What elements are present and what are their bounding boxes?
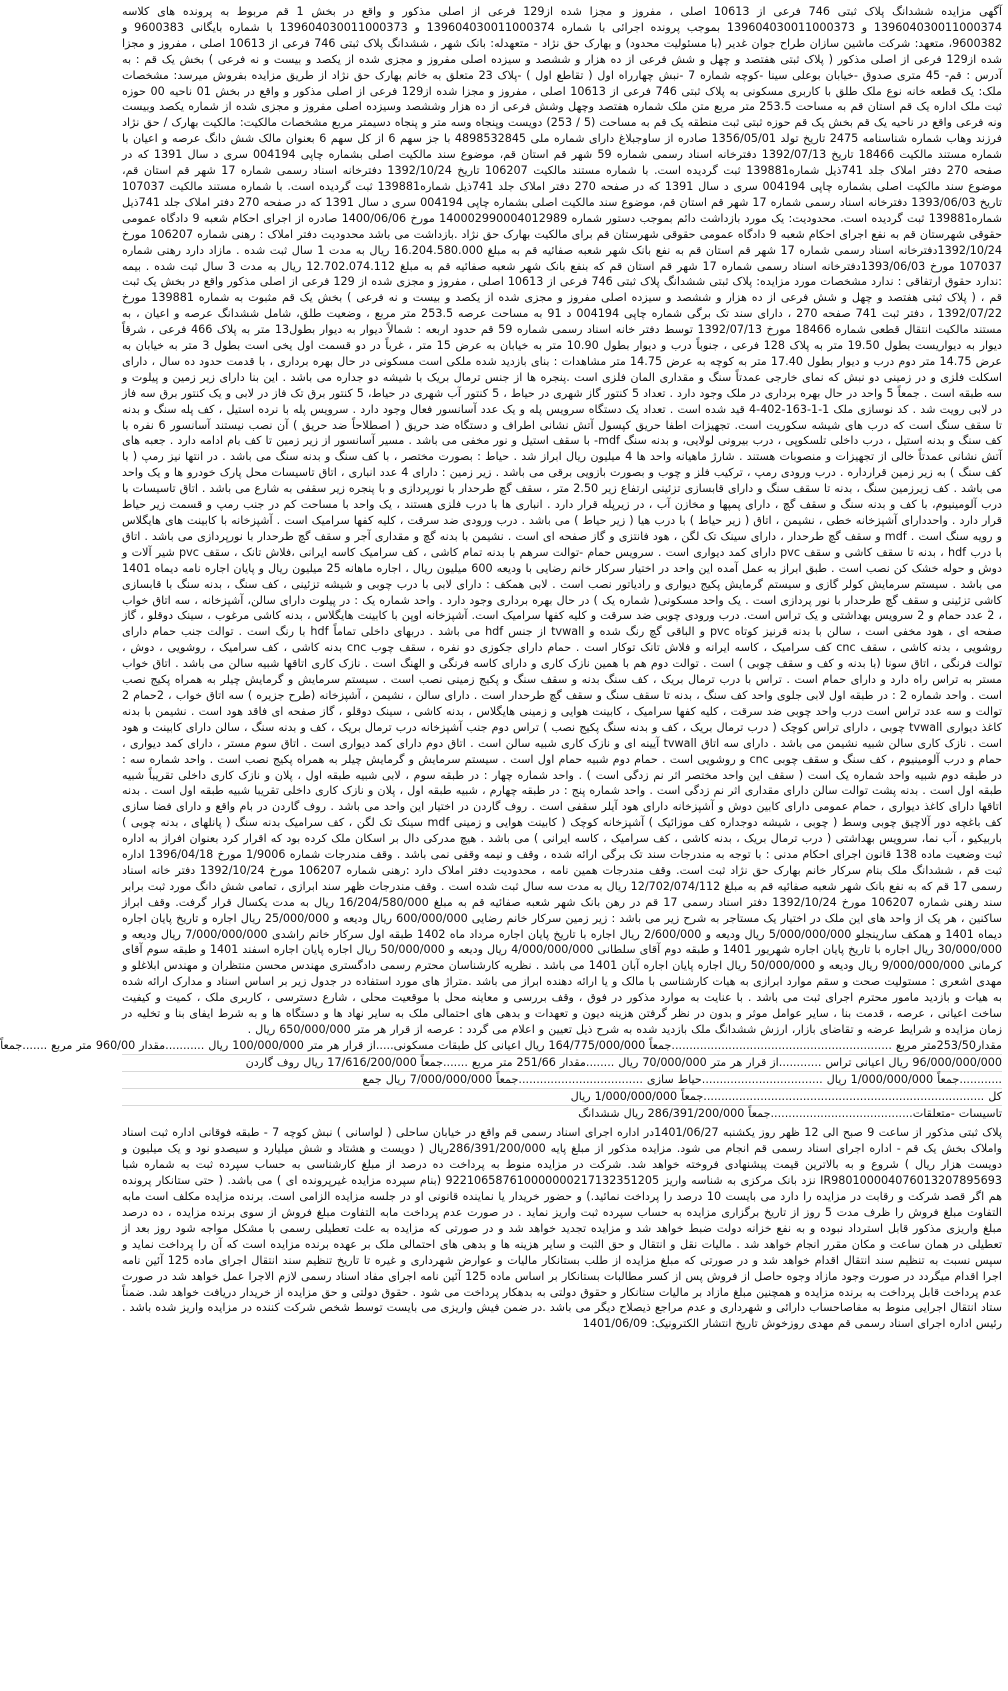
price-row: مقدار253/50متر مربع ..............................................................جمعاً 164/775/000/000 ریال اعیانی کل طبقات مسکونی.....از قرار هر متر 100/000/000 ریال ...........مقدار 960/00 متر مربع .......جمعاً — [122, 1038, 1002, 1055]
price-row: 96/000/000/000 ریال اعیانی تراس ............از قرار هر متر 70/000/000 ریال ........مقدار 251/66 متر مربع .......جمعاً 17/616/200/000 ریال روف گاردن — [122, 1055, 1002, 1072]
price-row: کل ...............................................................................جمعاً 1/000/000/000 ریال — [122, 1089, 1002, 1106]
price-row: ............جمعاً 1/000/000/000 ریال ..................................حیاط سازی ...................................جمعاً 7/000/000/000 ریال جمع — [122, 1072, 1002, 1089]
valuation-total-line: تاسیسات -متعلقات........................................جمعاً 286/391/200/000 ریال ششدانگ — [578, 1106, 1002, 1120]
auction-notice — [0, 4, 1003, 1332]
notice-body-paragraph: آگهی مزایده ششدانگ پلاک ثبتی 746 فرعی از 10613 اصلی ، مفروز و مجزا شده از129 فرعی از اصلی مذکور و واقع در بخش 1 قم مربوط به پرونده های کلاسه 139604030011000374 و 139604030011000373 بموجب پرونده اجرائی با شماره 139604030011000374 و 139604030011000373 با شماره بایگانی 9600383 و 9600382، متعهد: شرکت ماشین سازان طراح جوان غدیر (با مسئولیت محدود) و بهارک حق نژاد - متعهدله: بانک شهر ، ششدانگ پلاک ثبتی 746 فرعی از 10613 اصلی ، مفروز و مجزا شده از129 فرعی از اصلی مذکور ( پلاک ثبتی هفتصد و چهل و شش فرعی از ده هزار و ششصد و سیزده اصلی مفروز و مجزی شده از یکصد و بیست و نه فرعی ) بخش یک قم : به آدرس : قم- 45 متری صدوق -خیابان بوعلی سینا -کوچه شماره 7 -نبش چهارراه اول ( تقاطع اول ) -پلاک 23 متعلق به خانم بهارک حق نژاد از طریق مزایده بفروش میرسد: مشخصات ملک: یک قطعه خانه نوع ملک طلق با کاربری مسکونی به پلاک ثبتی 746 فرعی از 10613 اصلی ، مفروز و مجزا شده از129 فرعی از اصلی مذکور و واقع در بخش 01 ناحیه 00 حوزه ثبت ملک اداره یک قم استان قم به مساحت 253.5 متر مربع متن ملک شماره هفتصد وچهل وشش فرعی از ده هزار وششصد وسیزده اصلی مفروز و مجزی شده از شماره یکصد وبیست ونه فرعی واقع در ناحیه یک قم بخش یک قم حوزه ثبتی ثبت منطقه یک قم به مساحت (5 / 253) دویست وپنجاه وسه متر و پنجاه دسیمتر مربع مشخصات مالکیت: مالکیت بهارک / حق نژاد فرزند وهاب شماره شناسنامه 2475 تاریخ تولد 1356/05/01 صادره از ساوجبلاغ دارای شماره ملی 4898532845 با جز سهم 6 از کل سهم 6 بعنوان مالک شش دانگ عرصه و اعیان با شماره مستند مالکیت 18466 تاریخ 1392/07/13 دفترخانه اسناد رسمی شماره 59 شهر قم استان قم، موضوع سند مالکیت اصلی بشماره چاپی 004194 سری د سال 1391 که در صفحه 270 دفتر املاک جلد 741ذیل شماره139881 ثبت گردیده است. با شماره مستند مالکیت 106207 تاریخ 1392/10/24 دفترخانه اسناد رسمی شماره 17 شهر قم استان قم، موضوع سند مالکیت اصلی بشماره چاپی 004194 سری د سال 1391 که در صفحه 270 دفتر املاک جلد 741ذیل شماره139881 ثبت گردیده است. با شماره مستند مالکیت 107037 تاریخ 1393/06/03 دفترخانه اسناد رسمی شماره 17 شهر قم استان قم، موضوع سند مالکیت اصلی بشماره چاپی 004194 سری د سال 1391 که در صفحه 270 دفتر املاک جلد 741ذیل شماره139881 ثبت گردیده است. محدودیت: یک مورد بازداشت دائم بموجب دستور شماره 140002990004012989 مورخ 1400/06/06 صادره از اجرای احکام شعبه 9 دادگاه عمومی حقوقی شهرستان قم به نفع اجرای احکام شعبه 9 دادگاه عمومی حقوقی شهرستان قم برای مالکیت بهارک حق نژاد .بازداشت می باشد محدودیت دفتر املاک : رهنی شماره 106207 مورخ 1392/10/24دفترخانه اسناد رسمی شماره 17 شهر قم استان قم به نفع بانک شهر شعبه صفائیه قم به مبلغ 16.204.580.000 ریال به مدت 1 سال ثبت شده . مازاد دارد رهنی شماره 107037 مورخ 1393/06/03دفترخانه اسناد رسمی شماره 17 شهر قم استان قم که بنفع بانک شهر شعبه صفائیه قم به مبلغ 12.702.074.112 ریال به مدت 3 سال ثبت شده . بیمه :ندارد حقوق ارتفاقی : ندارد مشخصات مورد مزایده: پلاک ثبتی ششدانگ پلاک ثبتی 746 فرعی از 10613 اصلی ، مفروز و مجزی شده از 129 فرعی از اصلی مذکور واقع در بخش یک ثبت قم ، ( پلاک ثبتی هفتصد و چهل و شش فرعی از ده هزار و ششصد و سیزده اصلی مفروز و مجزی شده از یکصد و بیست و نه فرعی ) بخش یک قم مثبوت به شماره 139881 مورخ 1392/07/22 ، دفتر ثبت 741 صفحه 270 ، دارای سند تک برگی شماره چاپی 004194 د 91 به مساحت عرصه 253.5 متر مربع ، وضعیت طلق، شامل ششدانگ عرصه و اعیان ، به مستند مالکیت انتقال قطعی شماره 18466 مورخ 1392/07/13 توسط دفتر خانه اسناد رسمی شماره 59 قم حدود اربعه : شمالاً دیوار به دیوار بطول13 متر به پلاک 466 فرعی ، شرقاً دیوار به دیواریست بطول 19.50 متر به پلاک 128 فرعی ، جنوباً درب و دیوار بطول 10.90 متر به خیابان به عرض 15 متر ، غرباً در دو قسمت اول یخی است بطول 3 متر به خیابان به عرض 14.75 متر دوم درب و دیوار بطول 17.40 متر به کوچه به عرض 14.75 متر مشاهدات : بنای بازدید شده ملکی است مسکونی در حال بهره برداری ، با قدمت حدود ده سال ، دارای اسکلت فلزی و در زمینی دو نبش که نمای خارجی عمدتاً سنگ و مقداری المان فلزی است .پنجره ها از جنس ترمال بریک با شیشه دو جداره می باشد . این بنا دارای زیر زمین و پیلوت و سه طبقه است . جمعاً 5 واحد در حال بهره برداری در ملک وجود دارد . تعداد 5 کنتور گاز شهری در حیاط ، 5 کنتور آب شهری در حیاط، 5 کنتور برق تک فاز در لابی و یک کنتور برق سه فاز در لابی رویت شد . کد نوسازی ملک 1-1-163-402-4 قید شده است . تعداد یک دستگاه سرویس پله و یک عدد آسانسور فعال وجود دارد . سرویس پله با نرده استیل ، کف پله سنگ و بدنه تا سقف سنگ است که درب های شیشه سکوریت است. تجهیزات اطفا حریق کپسول آتش نشانی اطراف و دستگاه ضد حریق ( اصطلاحاً ضد حریق ) آن نصب نیستند آسانسور 6 نفره با کف سنگ و بدنه استیل ، درب داخلی تلسکوپی ، درب بیرونی لولایی، و بدنه سنگ mdf- با سقف استیل و نور مخفی می باشد . مسیر آسانسور از زیر زمین تا کف بام ادامه دارد . جعبه های آتش نشانی عمدتاً خالی از تجهیزات و منصوبات هستند . شارژ ماهیانه واحد ها 4 میلیون ریال ابراز شد . حیاط : بصورت مختصر ، با کف سنگ و بدنه سنگ می باشد . در انتها نیز رمپ ( با کف سنگ ) به زیر زمین قرارداره . درب ورودی رمپ ، ترکیب فلز و چوب و بصورت بازویی برقی می باشد . زیر زمین : دارای 4 عدد انباری ، اتاق تاسیسات محل پارک خودرو ها و یک واحد می باشد . کف زیرزمین سنگ ، بدنه تا سقف سنگ و دارای قابسازی تزئینی ارتفاع زیر 2.50 متر ، سقف گچ طرحدار با نورپردازی و با پنجره زیر سقفی به شارع می باشد . اتاق تاسیسات با درب آلومینیوم، با کف و بدنه سنگ و سقف گچ ، دارای پمپها و مخازن آب ، در زیرپله قرار دارد . انباری ها با درب فلزی هستند ، یک واحد با مساحت کم در جنب رمپ و قسمت زیر حیاط قرار دارد . واحددارای آشپزخانه خطی ، نشیمن ، اتاق ( زیر حیاط ) با درب هیا ( زیر حیاط ) می باشد . درب ورودی ضد سرقت ، کلیه کفها سرامیک است . آشپزخانه با کابینت های هایگلاس و رویه سنگ است . mdf و سقف گچ طرحدار ، دارای سینک تک لگن ، هود فانتزی و گاز صفحه ای است . نشیمن با بدنه گچ و مقداری آجر و سقف گچ طرحدار با نورپردازی می باشد . اتاق با درب hdf ، بدنه تا سقف کاشی و سقف pvc دارای کمد دیواری است . سرویس حمام -توالت سرهم با بدنه تمام کاشی ، کف سرامیک کاسه ایرانی ،فلاش تانک ، سقف pvc شیر آلات و دوش و حوله خشک کن نصب است . طبق ابراز به عمل آمده این واحد در اختیار سرکار خانم رضایی با ودیعه 600 میلیون ریال ، اجاره ماهانه 25 میلیون ریال و پایان اجاره نامه دیماه 1401 می باشد . سیستم سرمایش کولر گازی و سیستم گرمایش پکیج دیواری و رادیاتور نصب است . لابی همکف : دارای لابی با درب چوبی و شیشه تزئینی ، کف سنگ ، بدنه سنگ با قابسازی کاشی تزئینی و سقف گچ طرحدار با نور پردازی است . یک واحد مسکونی( شماره یک ) در حال بهره برداری وجود دارد . واحد شماره یک : در پیلوت دارای سالن، آشپزخانه ، سه اتاق خواب ، 2 عدد حمام و 2 سرویس بهداشتی و یک تراس است. درب ورودی چوبی ضد سرقت و کلیه کفها سرامیک است. آشپزخانه اوپن با کابینت هایگلاس ، بدنه کاشی مرغوب ، سینک دوقلو ، گاز صفحه ای ، هود مخفی است ، سالن با بدنه قرنیز کوتاه pvc و الباقی گچ رنگ شده و tvwall از جنس hdf می باشد . دربهای داخلی تماماً hdf با رنگ است . توالت جنب حمام دارای روشویی ، بدنه کاشی ، سقف cnc کف سرامیک ، کاسه ایرانه و فلاش تانک توکار است . حمام دارای جکوزی دو نفره ، سقف چوب cnc بدنه کاشی ، کف سرامیک ، روشویی ، دوش ، توالت فرنگی ، اتاق سونا (با بدنه و کف و سقف چوبی ) است . توالت دوم هم با همین نازک کاری و دارای کاسه فرنگی و الهنگ است . نازک کاری اتاقها شبیه سالن می باشد . اتاق خواب مستر به تراس راه دارد و دارای حمام است . تراس با درب ترمال بریک ، کف سنگ بدنه و سقف سنگ و پکیج زمینی نصب است . سیستم سرمایش و گرمایش چیلر به همراه پکیج نصب است . واحد شماره 2 : در طبقه اول لابی جلوی واحد کف سنگ ، بدنه تا سقف سنگ و سقف گچ طرحدار است . دارای سالن ، نشیمن ، آشپزخانه (طرح جزیره ) سه اتاق خواب ، 2حمام 2 توالت و سه عدد تراس است درب واحد چوبی ضد سرقت ، کلیه کفها سرامیک ، کابینت هوایی و زمینی هایگلاس ، بدنه کاشی ، سینک دوقلو ، گاز صفحه ای فاقد هود است . نشیمن با بدنه کاغذ دیواری tvwall چوبی ، دارای تراس کوچک ( درب ترمال بریک ، کف و بدنه سنگ پکیج نصب ) تراس دوم جنب آشپزخانه درب ترمال بریک ، کف و بدنه سنگ ، سالن دارای کابینت و هود است . نازک کاری سالن شبیه نشیمن می باشد . دارای سه اتاق tvwall آیینه ای و نازک کاری شبیه سالن است . اتاق دوم دارای کمد دیواری است . اتاق سوم مستر ، دارای کمد دیواری ، حمام و درب آلومینیوم ، کف سنگ و سقف چوبی cnc و روشویی است . حمام دوم شبیه حمام اول است . سیستم سرمایش و گرمایش چیلر به همراه پکیج نصب است . واحد شماره سه : در طبقه دوم شبیه واحد شماره یک است ( سقف این واحد مختصر اثر نم زدگی است ) . واحد شماره چهار : در طبقه سوم ، لابی شبیه طبقه اول ، پلان و نازک کاری داخلی تقریباً شبیه طبقه اول است . بدنه پشت توالت سالن دارای مقداری اثر نم زدگی است . واحد شماره پنج : در طبقه چهارم ، شبیه طبقه اول ، پلان و نازک کاری داخلی تقریبا شبیه طبقه اول است . بدنه اتاقها دارای کاغذ دیواری ، حمام عمومی دارای کابین دوش و آشپزخانه دارای هود آیلر سقفی است . روف گاردن در اختیار این واحد می باشد . روف گاردن در بام واقع و دارای فضا سازی کف باغچه دور آلاچیق چوبی وسط ( چوبی ، شیشه دوجداره کف موزائیک ) آشپزخانه کوچک ( کابینت هوایی و زمینی mdf سینک تک لگن ، کف سرامیک بدنه سنگ ( پانلهای ، بدنه چوبی ) باربیکیو ، آب نما، سرویس بهداشتی ( درب ترمال بریک ، بدنه کاشی ، کف سرامیک ، کاسه ایرانی ) می باشد . هیچ مدرکی دال بر اسکان ملک کرده بود که اقرار کرد بعنوان افراز به اداره ثبت وضعیت ماده 138 قانون اجرای احکام مدنی : با توجه به مندرجات سند تک برگی ارائه شده ، وقف و نیمه وقفی نمی باشد . وقف مندرجات شماره 1/9006 مورخ 1396/04/18 اداره ثبت قم ، ششدانگ ملک بنام سرکار خانم بهارک حق نژاد ثبت است. وقف مندرجات همین نامه ، محدودیت دفتر املاک دارد :رهنی شماره 106207 مورخ 1392/10/24 دفتر خانه اسناد رسمی 17 قم که به نفع بانک شهر شعبه صفائیه قم به مبلغ 12/702/074/112 ریال به مدت سه سال ثبت شده است . وقف مندرجات ظهر سند ابرازی ، تمامی شش دانگ مورد ثبت برابر سند رهنی شماره 106207 مورخ 1392/10/24 دفتر اسناد رسمی 17 قم در رهن بانک شهر شعبه صفائیه قم به مبلغ 16/204/580/000 ریال به مدت یکسال قرار گرفت. وقف ابراز ساکنین ، هر یک از واحد های این ملک در اختیار یک مستاجر به شرح زیر می باشد : زیر زمین سرکار خانم رضایی 600/000/000 ریال ودیعه و 25/000/000 ریال اجاره و تاریخ پایان اجاره دیماه 1401 و همکف سارینجلو 5/000/000/000 ریال ودیعه و 2/600/000 ریال اجاره با تاریخ پایان اجاره مرداد ماه 1402 طبقه اول سرکار خانم راشدی 7/000/000/000 ریال ودیعه و 30/000/000 ریال اجاره با تاریخ پایان اجاره شهریور 1401 و طبقه دوم آقای سلطانی 4/000/000/000 ریال ودیعه و 50/000/000 ریال اجاره پایان اجاره اسفند 1401 و طبقه سوم آقای کرمانی 9/000/000/000 ریال ودیعه و 50/000/000 ریال اجاره پایان اجاره آبان 1401 می باشد . نظریه کارشناسان محترم رسمی دادگستری مهندس محسن منتظران و مهندس ابلاغلو و مهدی اشعری : مستولیت صحت و سقم موارد ابرازی به هیات کارشناسی با مالک و یا ارائه دهنده ابراز می باشد .متراژ های مورد استفاده در جدول زیر بر اساس اسناد و مدارک ارائه شده به هیات و بازدید مامور محترم اجرای ثبت می باشد . با عنایت به موارد مذکور در فوق ، وقف بررسی و معاینه محل با موقعیت محلی ، شارع دسترسی ، کاربری ملک ، کمیت و کیفیت ساخت اعیانی ، عرصه ، قدمت بنا ، سایر عوامل موثر و بدون در نظر گرفتن هزینه دیون و تعهدات و بدهی های احتمالی ملک به سایر نهاد ها و دستگاه ها و به شرط ایفای بنا و تخلیه در زمان مزایده و شرایط عرضه و تقاضای بازار، ارزش ششدانگ ملک بازدید شده به شرح ذیل تعیین و اعلام می گردد : عرصه از قرار هر متر 650/000/000 ریال . — [122, 5, 1003, 1036]
auction-terms-paragraph: پلاک ثبتی مذکور از ساعت 9 صبح الی 12 ظهر روز یکشنبه 1401/06/27در اداره اجرای اسناد رسمی قم واقع در خیابان ساحلی ( لواسانی ) نبش کوچه 7 - طبقه فوقانی اداره ثبت اسناد واملاک بخش یک قم - اداره اجرای اسناد رسمی قم انجام می شود. مزایده مذکور از مبلغ پایه 286/391/200/000ریال ( دویست و هشتاد و شش میلیارد و سیصدو نود و یک میلیون و دویست هزار ریال ) شروع و به بالاترین قیمت پیشنهادی فروخته خواهد شد. شرکت در مزایده منوط به پرداخت ده درصد از مبلغ کارشناسی به حساب سپرده ثبت به شماره شبا IR980100004076013207895693 نزد بانک مرکزی به شناسه واریز 922106587610000000217132351205 (بنام سپرده مزایده غیرپرونده ای ) می باشد. ( حتی ستانکار پرونده هم اگر قصد شرکت و رقابت در مزایده را دارد می بایست 10 درصد را پرداخت نمائید.) و حضور خریدار یا نماینده قانونی او در جلسه مزایده الزامی است. برنده مزایده مکلف است مابه التفاوت مبلغ فروش را ظرف مدت 5 روز از تاریخ برگزاری مزایده به حساب سپرده ثبت واریز نماید . در صورت عدم پرداخت مابه التفاوت مبلغ فروش از سوی برنده مزایده ، ده درصد مبلغ واریزی مذکور قابل استرداد نبوده و به نفع خزانه دولت ضبط خواهد شد و مزایده تجدید خواهد شد و در صورتی که مزایده به علت تعطیلی رسمی با مشکل مواجه شود روز بعد از تعطیلی در همان ساعت و مکان مقرر انجام خواهد شد . مالیات نقل و انتقال و حق الثبت و سایر هزینه ها و بدهی های احتمالی ملک بر عهده برنده مزایده است که آن را پرداخت نماید و سپس نسبت به تنظیم سند انتقال اقدام خواهد شد و در صورتی که مبلغ مزایده از طلب بستانکار مالیات و عوارض شهرداری و غیره تا تاریخ تنظیم سند انتقال اجرای ماده 125 آئین نامه اجرا اقدام میگردد در صورت وجود مازاد وجوه حاصل از فروش پس از کسر مطالبات بستانکار بر اساس ماده 125 آئین نامه اجرای مفاد اسناد رسمی لازم الاجرا عمل خواهد شد در صورت عدم پرداخت قابل پرداخت به برنده مزایده و همچنین مبلغ مازاد بر مالیات ستانکار و حقوق دولتی به بدهکار پرداخت می شود . حقوق دولتی و حق مزایده از خریدار دریافت خواهد شد. ضمناً ستاد انتقال اجرایی منوط به مفاصاحساب دارائی و شهرداری و عدم مراجع ذیصلاح دیگر می باشد .در ضمن فیش واریزی می بایست توسط شخص شرکت کننده در مزایده واریز شده باشد . رئیس اداره اجرای اسناد رسمی قم مهدی روزخوش تاریخ انتشار الکترونیک: 1401/06/09 — [122, 1126, 1003, 1331]
